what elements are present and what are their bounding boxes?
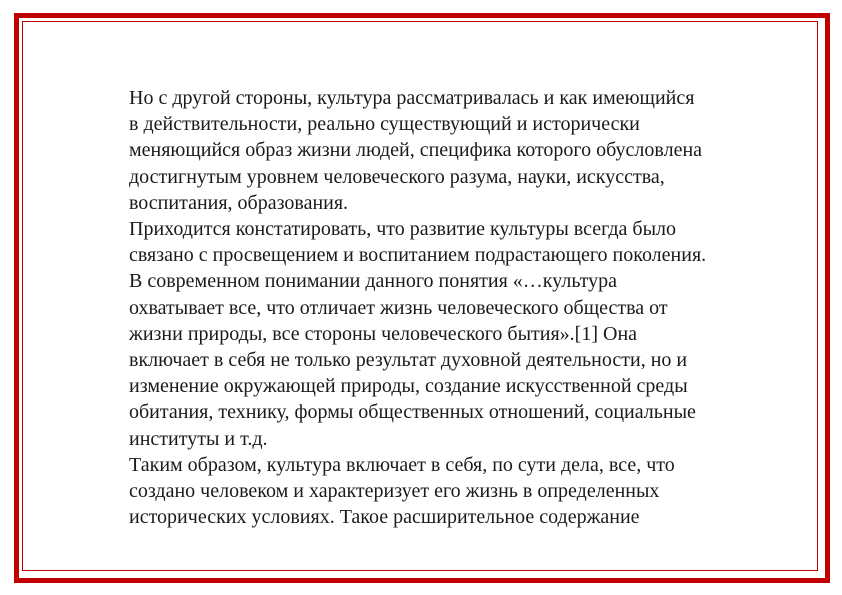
paragraph-2 — [129, 216, 769, 268]
text-line: институты и т.д. — [129, 427, 268, 450]
text-line: изменение окружающей природы, создание искусственной среды — [129, 375, 688, 398]
text-line: Таким образом, культура включает в себя, по сути дела, все, что — [129, 453, 675, 476]
text-line: в действительности, реально существующий и исторически — [129, 113, 640, 136]
text-line: охватывает все, что отличает жизнь человеческого общества от — [129, 296, 668, 319]
text-line: Приходится констатировать, что развитие культуры всегда было — [129, 218, 676, 241]
text-line: В современном понимании данного понятия «…культура — [129, 270, 618, 293]
paragraph-3 — [129, 268, 769, 451]
text-line: достигнутым уровнем человеческого разума, науки, искусства, — [129, 165, 665, 188]
paragraph-1 — [129, 85, 769, 216]
text-line: исторических условиях. Такое расширительное содержание — [129, 506, 640, 529]
text-line: обитания, технику, формы общественных отношений, социальные — [129, 401, 696, 424]
text-line: создано человеком и характеризует его жизнь в определенных — [129, 480, 660, 503]
text-line: меняющийся образ жизни людей, специфика которого обусловлена — [129, 139, 703, 162]
text-line: воспитания, образования. — [129, 191, 349, 214]
text-line: включает в себя не только результат духовной деятельности, но и — [129, 349, 688, 372]
text-line: жизни природы, все стороны человеческого бытия».[1] Она — [129, 322, 638, 345]
text-line: Но с другой стороны, культура рассматривалась и как имеющийся — [129, 87, 695, 109]
text-line: связано с просвещением и воспитанием подрастающего поколения. — [129, 244, 707, 267]
paragraph-4 — [129, 452, 769, 531]
text-body — [129, 85, 769, 530]
